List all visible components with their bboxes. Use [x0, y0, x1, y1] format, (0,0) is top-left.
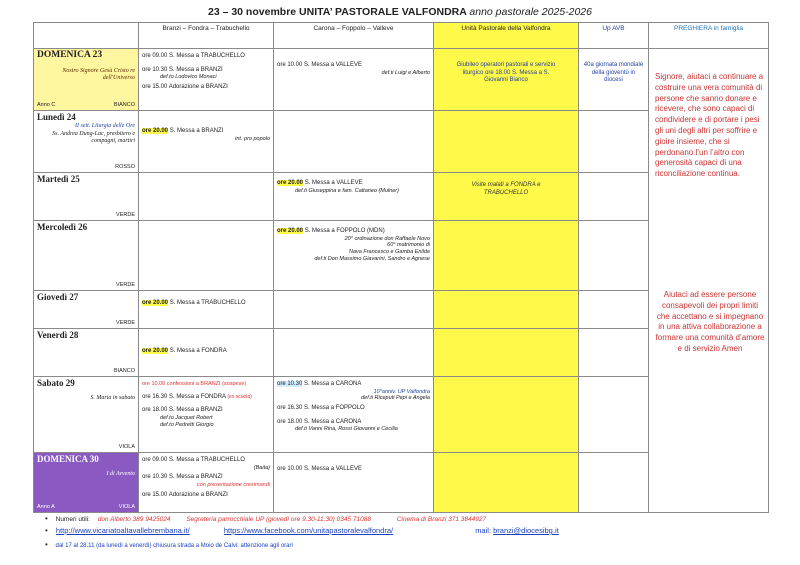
- footer-notice: [45, 540, 293, 549]
- event-cancelled: ore 10.00 confessioni a BRANZI (sospese): [142, 381, 247, 387]
- link-mail[interactable]: branzi@diocesibg.it: [493, 526, 559, 535]
- events-branzi-30: [139, 453, 274, 513]
- prayer-text-1: Signore, aiutaci a continuare a costruire una vera comunità di persone che sanno donare e ricevere, che sono capaci di condividere e di portare i pesi gli uni degli altri per soffrire e gioire insieme, che si perdonano l’un l’altro con generosità capaci di una riconciliazione continua.: [655, 72, 764, 179]
- event-note: 60° matrimonio di: [387, 242, 430, 249]
- event-note: int. pro popolo: [235, 135, 270, 142]
- day-cell-27: [34, 291, 139, 329]
- contacts-label: Numeri utili:: [55, 516, 90, 523]
- event-note: 20° ordinazione don Raffaele Novo: [344, 235, 430, 242]
- col-header-carona: Carona – Foppolo – Valleve: [274, 23, 434, 49]
- liturgical-color: ROSSO: [115, 164, 135, 171]
- avb-event: 40a giornata mondiale della gioventù in diocesi: [583, 62, 644, 83]
- event-note: def.to Lodovico Monaci: [160, 74, 217, 80]
- events-up-24: [434, 111, 579, 173]
- contact-segreteria: Segreteria parrocchiale UP (giovedì ore 9.30-11.30) 0345 71088: [186, 516, 371, 523]
- events-avb-24: [579, 111, 649, 173]
- event-note: def.ti Don Massimo Giavarini, Sandro e Agnese: [314, 256, 430, 263]
- events-carona-30: [274, 453, 434, 513]
- events-up-23: [434, 49, 579, 111]
- events-branzi-27: [139, 291, 274, 329]
- liturgical-color: VERDE: [116, 212, 135, 219]
- events-branzi-29: [139, 377, 274, 453]
- events-avb-30: [579, 453, 649, 513]
- day-cell-29: [34, 377, 139, 453]
- events-avb-28: [579, 329, 649, 377]
- road-closure-notice: dal 17 al 28.11 (da lunedì a venerdì) chiusura strada a Moio de Calvi: attenzione agli orari: [55, 543, 293, 549]
- event: ore 16.30 S. Messa a FONDRA (ex scuola): [142, 393, 252, 400]
- day-feast: S. Maria in sabato: [90, 395, 135, 402]
- up-event: Visite malati a FONDRA e TRABUCHELLO: [471, 182, 541, 196]
- day-name: DOMENICA 30: [37, 454, 99, 464]
- events-up-28: [434, 329, 579, 377]
- event-note: def.ti Vanni Rina, Rossi Giovanni e Cecilia: [295, 426, 398, 433]
- link-vicariato[interactable]: http://www.vicariatoaltavallebrembana.it/: [55, 526, 190, 535]
- day-liturgy: II sett. Liturgia delle Ore: [74, 123, 135, 130]
- day-header: [34, 23, 139, 49]
- day-name: DOMENICA 23: [37, 50, 103, 60]
- event: ore 10.30 S. Messa a BRANZI: [142, 66, 223, 73]
- events-carona-26: [274, 221, 434, 291]
- events-avb-27: [579, 291, 649, 329]
- day-name: Lunedì 24: [37, 112, 76, 122]
- event-note: def.ti Luigi e Alberto: [381, 69, 430, 76]
- prayer-text-2: Aiutaci ad essere persone consapevoli dei propri limiti che accettano e si impegnano in una attiva collaborazione a formare una comunità d’amore e di servizio Amen: [655, 290, 765, 353]
- day-feast: Ss. Andrea Dung-Lac, presbitero e compagni, martiri: [52, 130, 135, 145]
- event: ore 20.00 S. Messa a TRABUCHELLO: [142, 300, 246, 306]
- event: ore 18.00 S. Messa a BRANZI: [142, 407, 223, 414]
- page-title: [0, 6, 800, 18]
- events-avb-25: [579, 173, 649, 221]
- events-branzi-28: [139, 329, 274, 377]
- col-header-branzi: Branzi – Fondra – Trabuchello: [139, 23, 274, 49]
- events-avb-29: [579, 377, 649, 453]
- events-up-29: [434, 377, 579, 453]
- events-carona-24: [274, 111, 434, 173]
- event-note: con presentazione cresimandi: [196, 481, 270, 488]
- bullet-icon: •: [45, 514, 48, 523]
- day-cell-23: [34, 49, 139, 111]
- event: ore 10.00 S. Messa a VALLEVE: [277, 62, 362, 68]
- event-note: def.ti Riceputi Pepi e Angela: [361, 395, 430, 402]
- events-branzi-24: [139, 111, 274, 173]
- event-note: def.to Jacquet Robert: [160, 414, 213, 421]
- liturgical-color: BIANCO: [113, 102, 135, 109]
- up-event: Giubileo operatori pastorali e servizio liturgico ore 18.00 S. Messa a S. Giovanni Bianco: [456, 62, 556, 83]
- events-carona-28: [274, 329, 434, 377]
- liturgical-color: VIOLA: [118, 444, 135, 451]
- event-note: def.ti Giuseppina e fam. Cattaneo (Mulner): [295, 187, 399, 194]
- day-name: Mercoledì 26: [37, 222, 88, 232]
- events-up-27: [434, 291, 579, 329]
- day-cell-24: [34, 111, 139, 173]
- events-branzi-25: [139, 173, 274, 221]
- liturgical-year: Anno A: [37, 504, 55, 511]
- day-name: Giovedì 27: [37, 292, 79, 302]
- event-note: def.to Pedretti Giorgio: [160, 421, 214, 428]
- footer-links: [45, 526, 765, 535]
- col-header-up-valfondra: Unità Pastorale della Valfondra: [434, 23, 579, 49]
- events-carona-27: [274, 291, 434, 329]
- mail-label: mail:: [475, 526, 492, 535]
- day-cell-28: [34, 329, 139, 377]
- col-header-preghiera: PREGHIERA in famiglia: [649, 23, 769, 49]
- events-avb-26: [579, 221, 649, 291]
- event: ore 15.00 Adorazione a BRANZI: [142, 491, 228, 498]
- contact-don: don Alberto 389 9425024: [97, 516, 171, 523]
- col-header-up-avb: Up AVB: [579, 23, 649, 49]
- event: ore 10.30 S. Messa a BRANZI: [142, 474, 223, 481]
- event: ore 09.00 S. Messa a TRABUCHELLO: [142, 457, 245, 463]
- events-carona-23: [274, 49, 434, 111]
- day-feast: I di Avvento: [106, 471, 135, 478]
- event: ore 09.00 S. Messa a TRABUCHELLO: [142, 53, 245, 59]
- day-cell-25: [34, 173, 139, 221]
- liturgical-color: VERDE: [116, 282, 135, 289]
- event: ore 20.00 S. Messa a FOPPOLO (MDN): [277, 228, 385, 234]
- title-suffix: anno pastorale 2025-2026: [469, 6, 592, 18]
- day-cell-30: [34, 453, 139, 513]
- event-note: 10°anniv. UP Valfondra: [373, 388, 430, 395]
- day-feast: Nostro Signore Gesù Cristo re dell'Universo: [62, 67, 135, 82]
- bullet-icon: •: [45, 540, 48, 549]
- event-note: Nava Francesco e Gamba Enilde: [348, 249, 430, 256]
- day-name: Sabato 29: [37, 378, 75, 388]
- liturgical-color: BIANCO: [113, 368, 135, 375]
- events-branzi-23: [139, 49, 274, 111]
- day-cell-26: [34, 221, 139, 291]
- liturgical-color: VERDE: [116, 320, 135, 327]
- day-name: Venerdì 28: [37, 330, 79, 340]
- events-up-26: [434, 221, 579, 291]
- event-note: (Baita): [253, 464, 270, 471]
- events-up-30: [434, 453, 579, 513]
- events-up-25: [434, 173, 579, 221]
- liturgical-color: VIOLA: [118, 504, 135, 511]
- contact-cinema: Cinema di Branzi 371 3844927: [396, 516, 487, 523]
- event: ore 20.00 S. Messa a VALLEVE: [277, 180, 363, 186]
- event: ore 10.30 S. Messa a CARONA: [277, 381, 362, 387]
- event: ore 20.00 S. Messa a FONDRA: [142, 348, 227, 354]
- footer-contacts: [45, 514, 486, 523]
- title-main: 23 – 30 novembre UNITA’ PASTORALE VALFONDRA: [207, 6, 467, 18]
- event: ore 15.00 Adorazione a BRANZI: [142, 83, 228, 90]
- event: ore 10.00 S. Messa a VALLEVE: [277, 466, 362, 472]
- event: ore 20.00 S. Messa a BRANZI: [142, 128, 224, 134]
- day-name: Martedì 25: [37, 174, 80, 184]
- events-carona-29: [274, 377, 434, 453]
- bullet-icon: •: [45, 526, 48, 535]
- link-facebook[interactable]: https://www.facebook.com/unitapastoralevalfondra/: [223, 526, 394, 535]
- event: ore 18.00 S. Messa a CARONA: [277, 418, 362, 425]
- event: ore 16.30 S. Messa a FOPPOLO: [277, 405, 365, 412]
- events-carona-25: [274, 173, 434, 221]
- events-branzi-26: [139, 221, 274, 291]
- liturgical-year: Anno C: [37, 102, 56, 109]
- events-avb-23: [579, 49, 649, 111]
